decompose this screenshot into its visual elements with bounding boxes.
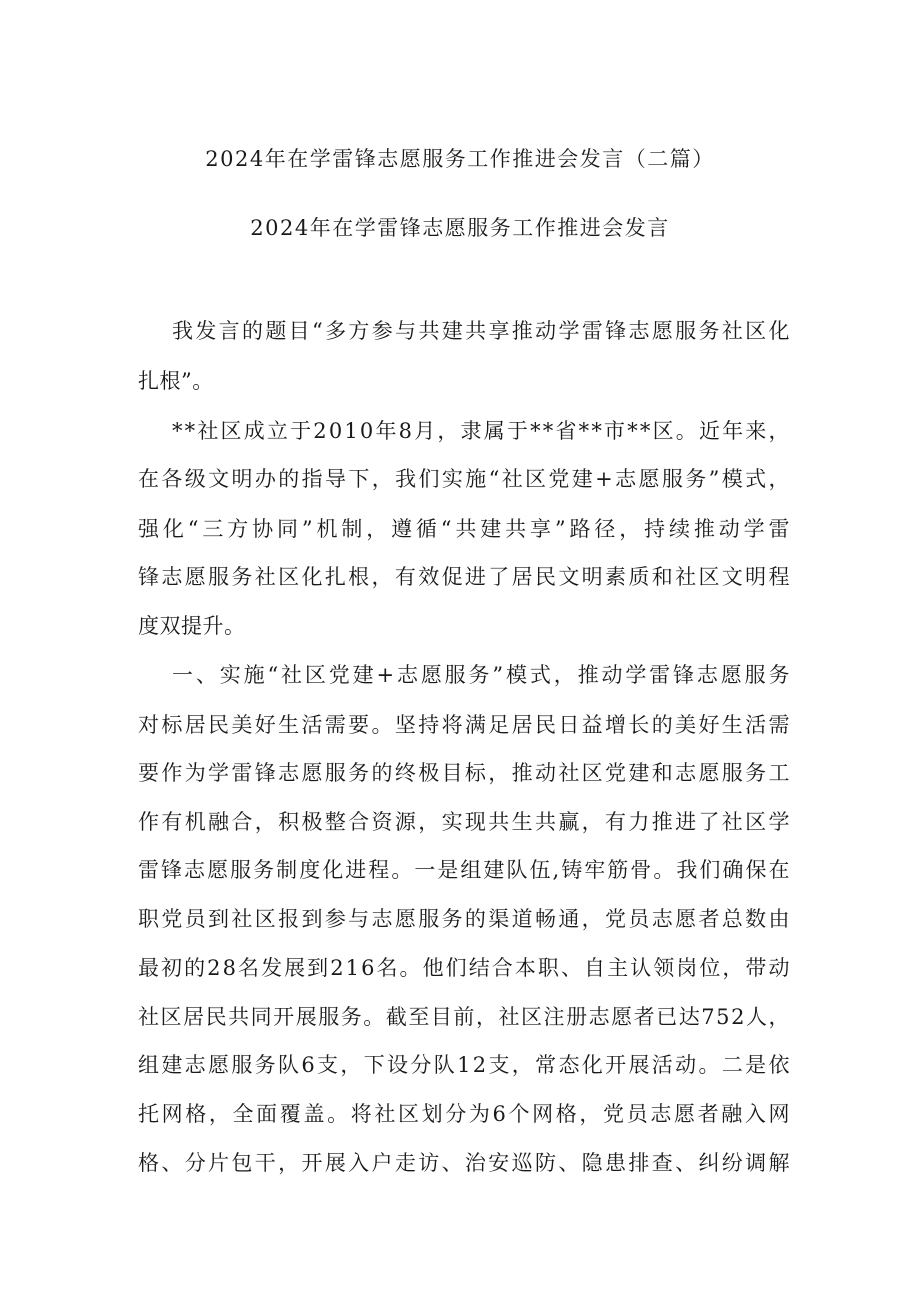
paragraph-line: 格、分片包干，开展入户走访、治安巡防、隐患排查、纠纷调解 xyxy=(138,1151,792,1175)
paragraph-line: 锋志愿服务社区化扎根，有效促进了居民文明素质和社区文明程 xyxy=(138,565,792,589)
paragraph-line: 组建志愿服务队6支，下设分队12支，常态化开展活动。二是依 xyxy=(138,1053,792,1077)
paragraph-line: 我发言的题目“多方参与共建共享推动学雷锋志愿服务社区化 xyxy=(172,319,792,343)
paragraph-line: 度双提升。 xyxy=(138,614,246,638)
paragraph-line: 对标居民美好生活需要。坚持将满足居民日益增长的美好生活需 xyxy=(138,713,792,737)
paragraph-line: 作有机融合，积极整合资源，实现共生共赢，有力推进了社区学 xyxy=(138,810,792,834)
paragraph-line: 在各级文明办的指导下，我们实施“社区党建+志愿服务”模式， xyxy=(138,467,792,491)
paragraph-line: 一、实施“社区党建+志愿服务”模式，推动学雷锋志愿服务 xyxy=(172,663,793,687)
document-subtitle: 2024年在学雷锋志愿服务工作推进会发言 xyxy=(250,216,670,240)
paragraph-line: 最初的28名发展到216名。他们结合本职、自主认领岗位，带动 xyxy=(138,956,792,980)
paragraph-line: 托网格，全面覆盖。将社区划分为6个网格，党员志愿者融入网 xyxy=(138,1102,793,1126)
paragraph-line: 社区居民共同开展服务。截至目前，社区注册志愿者已达752人， xyxy=(138,1005,792,1029)
paragraph-line: 职党员到社区报到参与志愿服务的渠道畅通，党员志愿者总数由 xyxy=(138,907,792,931)
paragraph-line: 强化“三方协同”机制，遵循“共建共享”路径，持续推动学雷 xyxy=(138,517,794,541)
document-title: 2024年在学雷锋志愿服务工作推进会发言（二篇） xyxy=(205,147,715,171)
paragraph-line: **社区成立于2010年8月，隶属于**省**市**区。近年来， xyxy=(172,419,792,443)
paragraph-line: 扎根”。 xyxy=(138,369,214,393)
paragraph-line: 要作为学雷锋志愿服务的终极目标，推动社区党建和志愿服务工 xyxy=(138,761,792,785)
paragraph-line: 雷锋志愿服务制度化进程。一是组建队伍,铸牢筋骨。我们确保在 xyxy=(138,858,792,882)
